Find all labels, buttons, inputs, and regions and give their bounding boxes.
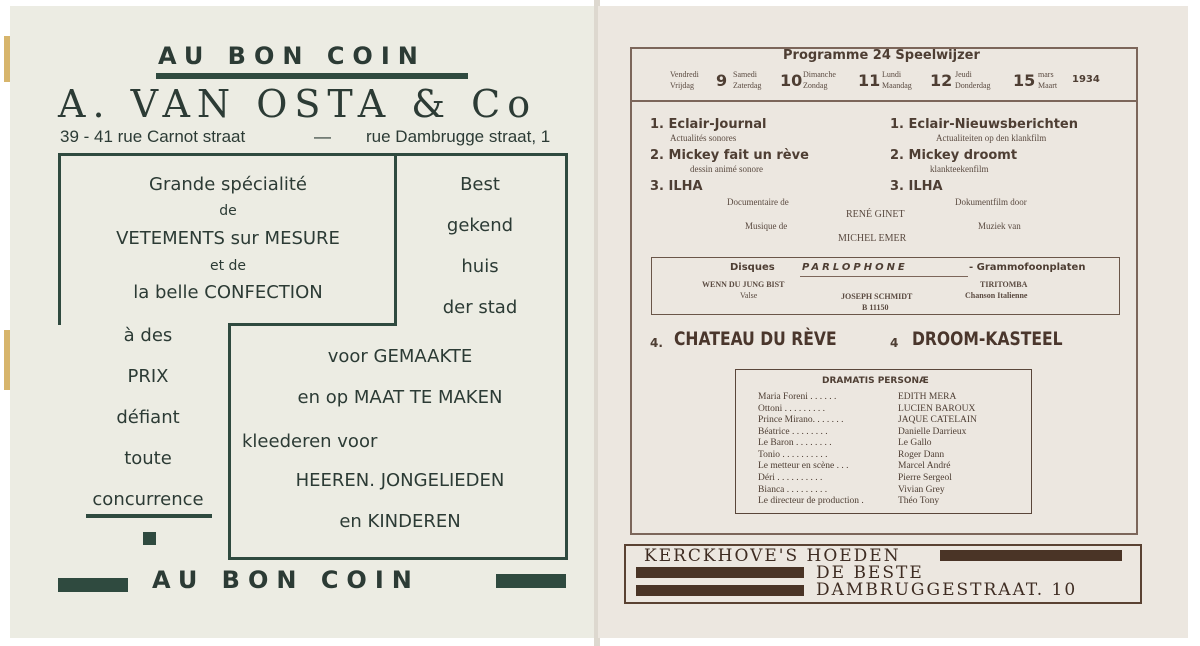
date-nl: Maandag [882, 81, 912, 90]
ad-bar-left-bottom [636, 585, 804, 596]
month-nl: Maart [1038, 81, 1058, 90]
made-to-measure-line: kleederen voor [242, 431, 378, 452]
date-num: 10 [780, 71, 803, 90]
record-mid-title: JOSEPH SCHMIDT [841, 292, 913, 301]
date-num: 11 [858, 71, 881, 90]
parlophone-underline [800, 276, 968, 277]
dramatis-title: DRAMATIS PERSONÆ [822, 376, 929, 386]
cast-actor: Roger Dann [898, 450, 945, 460]
item-fr-sub: Actualités sonores [670, 133, 737, 143]
record-left-title: WENN DU JUNG BIST [702, 280, 785, 289]
date-fr: Vendredi [670, 70, 699, 79]
cast-role: Prince Mirano. . . . . . . [758, 415, 844, 425]
composer-name: MICHEL EMER [838, 233, 907, 244]
record-mid-sub: B 11150 [862, 303, 889, 312]
address-left: 39 - 41 rue Carnot straat [60, 127, 246, 146]
price-line: à des [123, 325, 173, 346]
item-nl-title: 1. Eclair-Nieuwsberichten [890, 117, 1078, 132]
date-num: 15 [1013, 71, 1036, 90]
concurrence-underline [86, 514, 212, 518]
parlophone-brand: PARLOPHONE [802, 262, 908, 273]
cast-actor: Pierre Sergeol [898, 473, 952, 483]
specialty-line: VETEMENTS sur MESURE [116, 228, 340, 249]
date-fr: Jeudi [955, 70, 972, 79]
box-top-line [58, 153, 568, 156]
documentary-fr: Documentaire de [727, 197, 789, 207]
cast-actor: Marcel André [898, 461, 951, 471]
price-line: défiant [116, 407, 180, 428]
made-to-measure-line: en op MAAT TE MAKEN [297, 387, 503, 408]
box-bottom-line [228, 557, 568, 560]
music-nl: Muziek van [978, 221, 1021, 231]
specialty-line: la belle CONFECTION [133, 282, 323, 303]
cast-role: Tonio . . . . . . . . . . [758, 450, 828, 460]
header-top: AU BON COIN [158, 42, 426, 70]
company-name: A. VAN OSTA & Co [58, 82, 538, 126]
address-dash: — [314, 127, 331, 146]
date-nl: Zondag [803, 81, 828, 90]
date-fr: Lundi [882, 70, 902, 79]
feature-fr-number: 4. [650, 336, 663, 350]
made-to-measure-line: HEEREN. JONGELIEDEN [295, 470, 505, 491]
header-underline [156, 73, 468, 79]
music-fr: Musique de [745, 221, 788, 231]
grammofoon-label: - Grammofoonplaten [969, 262, 1086, 273]
price-line: PRIX [127, 366, 169, 387]
frame-right [1136, 47, 1138, 534]
best-known-line: huis [461, 256, 499, 277]
specialty-line: de [219, 203, 237, 219]
year: 1934 [1072, 74, 1100, 85]
item-fr-title: 1. Eclair-Journal [650, 117, 767, 132]
cast-actor: Le Gallo [898, 438, 932, 448]
best-known-line: Best [460, 174, 500, 195]
box-inner-vertical-line [228, 323, 231, 560]
record-right-title: TIRITOMBA [980, 280, 1028, 289]
documentary-nl: Dokumentfilm door [955, 197, 1027, 207]
made-to-measure-line: voor GEMAAKTE [327, 346, 473, 367]
item-fr-title: 2. Mickey fait un rève [650, 148, 809, 163]
item-nl-sub: klankteekenfilm [930, 164, 989, 174]
programme-title: Programme 24 Speelwijzer [783, 48, 980, 63]
cast-actor: Vivian Grey [898, 485, 945, 495]
date-fr: Dimanche [803, 70, 836, 79]
cast-role: Déri . . . . . . . . . . [758, 473, 823, 483]
item-nl-title: 2. Mickey droomt [890, 148, 1018, 163]
ad-bar-right-top [940, 550, 1122, 561]
cast-role: Le Baron . . . . . . . . [758, 438, 832, 448]
date-num: 9 [716, 71, 728, 90]
footer-bar-left [58, 578, 128, 592]
ad-line-3: DAMBRUGGESTRAAT. 10 [816, 580, 1078, 600]
feature-nl-number: 4 [890, 336, 899, 350]
date-num: 12 [930, 71, 953, 90]
specialty-line: Grande spécialité [149, 174, 307, 195]
box-mid-horizontal-line [228, 323, 397, 326]
ad-line-2: DE BESTE [816, 563, 924, 583]
cast-role: Le directeur de production . [758, 496, 864, 506]
box-right-line [565, 153, 568, 560]
item-nl-sub: Actualiteiten op den klankfilm [936, 133, 1047, 143]
price-line: concurrence [92, 489, 204, 510]
small-square-mark [143, 532, 156, 545]
director-name: RENÉ GINET [846, 209, 905, 220]
date-fr: Samedi [733, 70, 757, 79]
item-fr-sub: dessin animé sonore [690, 164, 763, 174]
month-fr: mars [1038, 70, 1054, 79]
date-nl: Vrijdag [670, 81, 694, 90]
cast-role: Ottoni . . . . . . . . . [758, 404, 826, 414]
best-known-line: gekend [446, 215, 514, 236]
cast-role: Bianca . . . . . . . . . [758, 485, 828, 495]
feature-nl-title: DROOM-KASTEEL [912, 328, 1063, 350]
frame-inner-top [632, 100, 1136, 102]
cast-role: Béatrice . . . . . . . . [758, 427, 828, 437]
cast-actor: LUCIEN BAROUX [898, 404, 976, 414]
footer-bar-right [496, 574, 566, 588]
frame-left [630, 47, 632, 534]
date-nl: Donderdag [955, 81, 991, 90]
cast-actor: Danielle Darrieux [898, 427, 967, 437]
date-nl: Zaterdag [733, 81, 762, 90]
cast-actor: JAQUE CATELAIN [898, 415, 977, 425]
best-known-line: der stad [442, 297, 518, 318]
feature-fr-title: CHATEAU DU RÈVE [674, 328, 837, 350]
record-left-sub: Valse [740, 291, 758, 300]
item-fr-title: 3. ILHA [650, 179, 703, 194]
cast-actor: EDITH MERA [898, 392, 957, 402]
cast-role: Maria Foreni . . . . . . [758, 392, 837, 402]
ad-line-1: KERCKHOVE'S HOEDEN [644, 546, 901, 566]
cast-role: Le metteur en scène . . . [758, 461, 849, 471]
made-to-measure-line: en KINDEREN [339, 511, 461, 532]
record-right-sub: Chanson Italienne [965, 291, 1028, 300]
disques-label: Disques [730, 262, 775, 273]
specialty-line: et de [209, 258, 247, 274]
frame-bottom [630, 533, 1138, 535]
item-nl-title: 3. ILHA [890, 179, 943, 194]
box-left-line [58, 153, 61, 325]
cast-actor: Théo Tony [898, 496, 940, 506]
footer-title: AU BON COIN [152, 566, 420, 594]
box-mid-vertical-line [394, 153, 397, 325]
ad-bar-left-mid [636, 567, 804, 578]
price-line: toute [124, 448, 172, 469]
address-right: rue Dambrugge straat, 1 [366, 127, 551, 146]
